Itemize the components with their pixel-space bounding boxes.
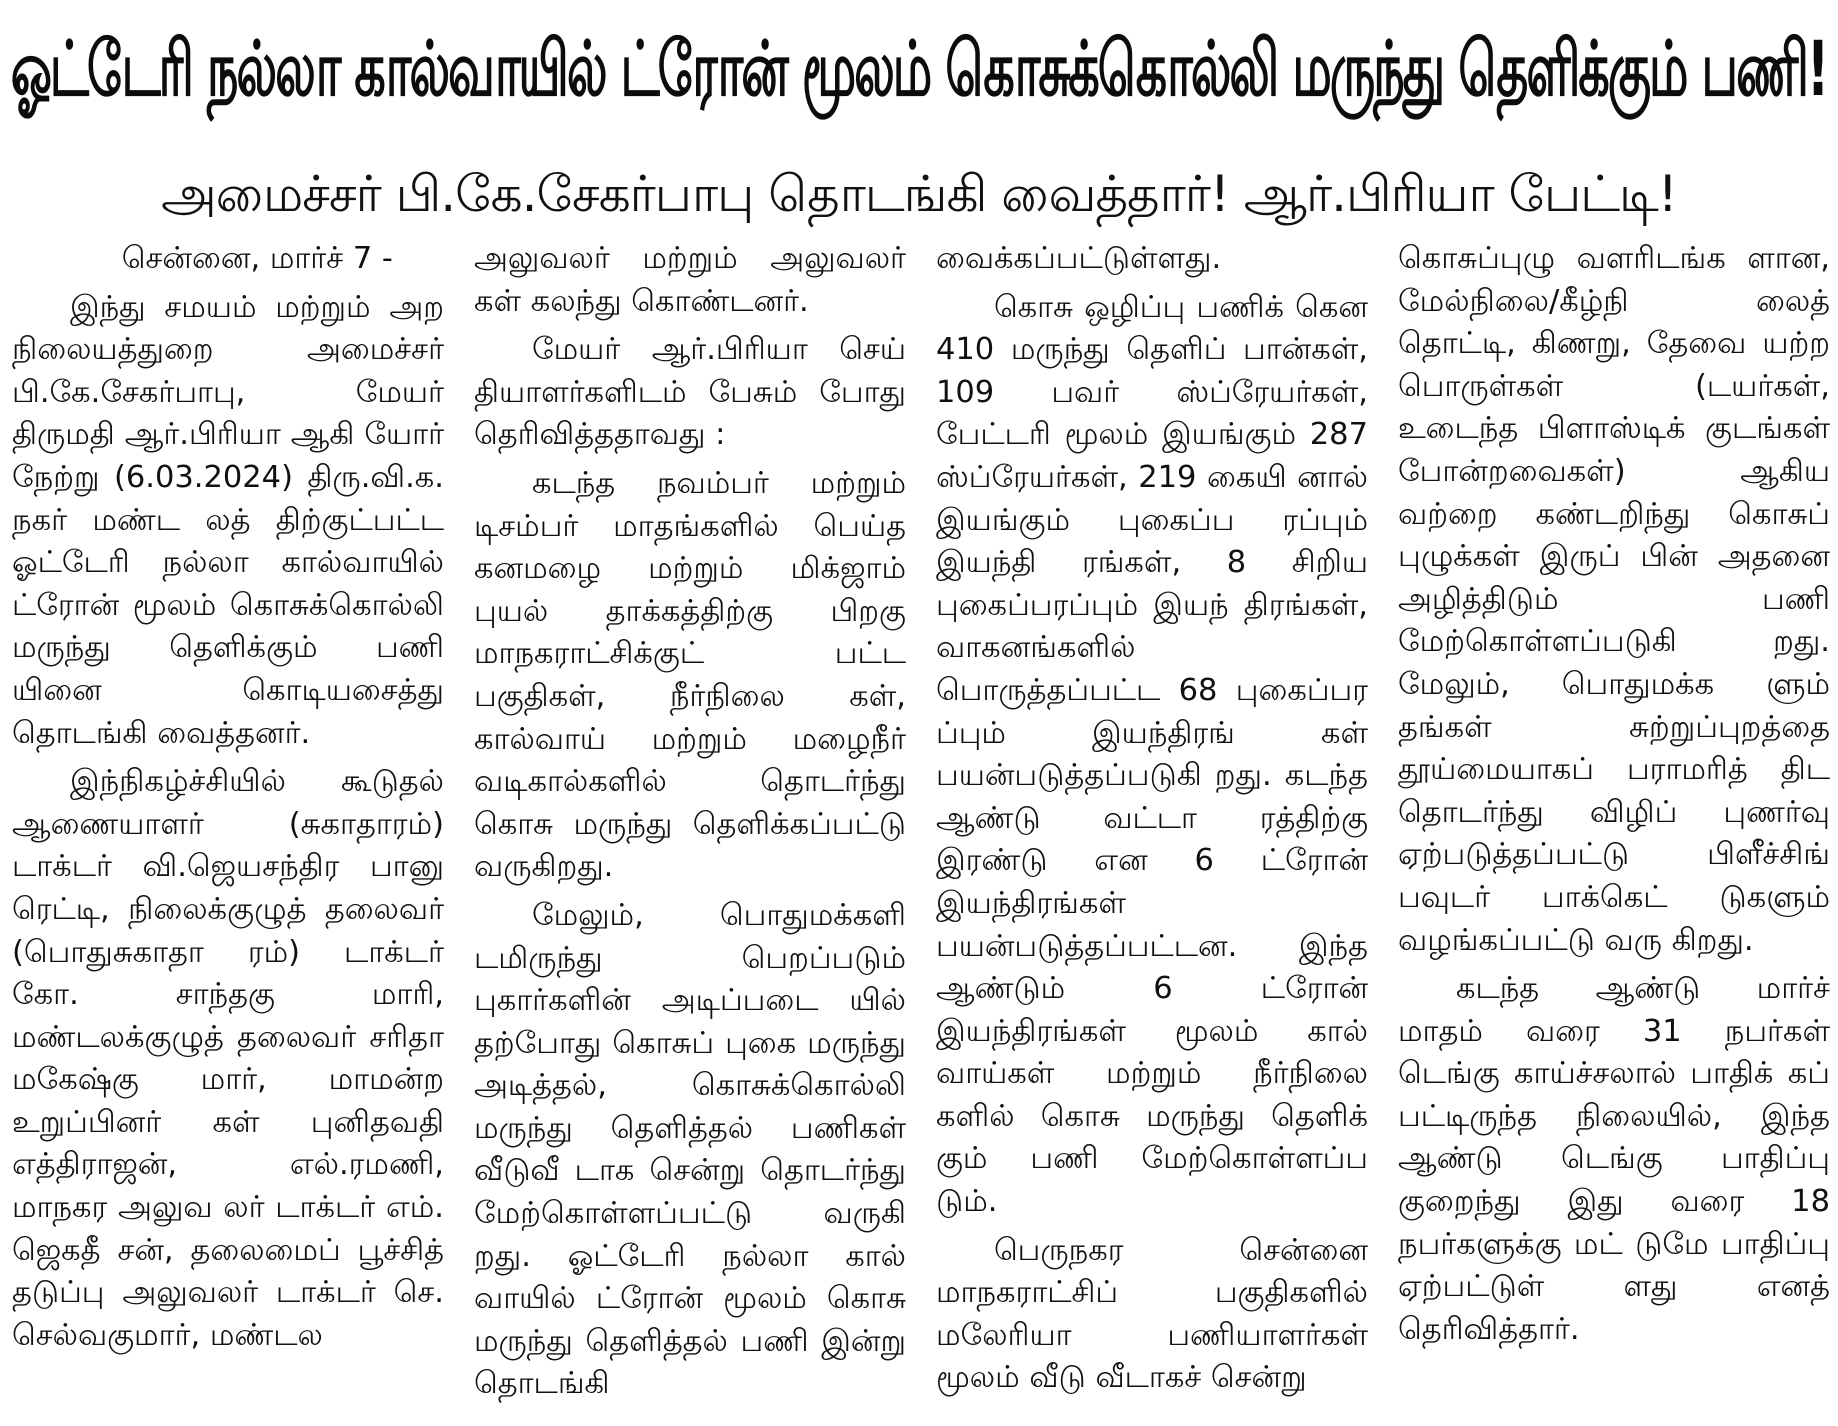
dateline: சென்னை, மார்ச் 7 - <box>121 241 393 276</box>
article-column-3 <box>932 238 1372 1424</box>
article-column-2 <box>470 238 910 1424</box>
paragraph: இந்து சமயம் மற்றும் அற நிலையத்துறை அமைச்சர் பி.கே.சேகர்பாபு, மேயர் திருமதி ஆர்.பிரியா ஆகி யோர் நேற்று (6.03.2024) திரு.வி.க. நகர் மண்ட லத் திற்குட்பட்ட ஓட்டேரி நல்லா கால்வாயில் ட்ரோன் மூலம் கொசுக்கொல்லி மருந்து தெளிக்கும் பணி யினை கொடியசைத்து தொடங்கி வைத்தனர். <box>12 289 444 751</box>
paragraph: மேலும், பொதுமக்களி டமிருந்து பெறப்படும் புகார்களின் அடிப்படை யில் தற்போது கொசுப் புகை மருந்து அடித்தல், கொசுக்கொல்லி மருந்து தெளித்தல் பணிகள் வீடுவீ டாக சென்று தொடர்ந்து மேற்கொள்ளப்பட்டு வருகி றது. ஓட்டேரி நல்லா கால் வாயில் ட்ரோன் மூலம் கொசு மருந்து தெளித்தல் பணி இன்று தொடங்கி <box>474 897 906 1402</box>
paragraph: பெருநகர சென்னை மாநகராட்சிப் பகுதிகளில் மலேரியா பணியாளர்கள் மூலம் வீடு வீடாகச் சென்று <box>936 1232 1368 1396</box>
paragraph: இந்நிகழ்ச்சியில் கூடுதல் ஆணையாளர் (சுகாதாரம்) டாக்டர் வி.ஜெயசந்திர பானு ரெட்டி, நிலைக்குழுத் தலைவர் (பொதுசுகாதா ரம்) டாக்டர் கோ. சாந்தகு மாரி, மண்டலக்குழுத் தலைவர் சரிதா மகேஷ்கு மார், மாமன்ற உறுப்பினர் கள் புனிதவதி எத்திராஜன், எல்.ரமணி, மாநகர அலுவ லர் டாக்டர் எம். ஜெகதீ சன், தலைமைப் பூச்சித் தடுப்பு அலுவலர் டாக்டர் செ. செல்வகுமார், மண்டல <box>12 764 444 1353</box>
paragraph: கொசுப்புழு வளரிடங்க ளான, மேல்நிலை/கீழ்நி லைத் தொட்டி, கிணறு, தேவை யற்ற பொருள்கள் (டயர்கள், உடைந்த பிளாஸ்டிக் குடங்கள் போன்றவைகள்) ஆகிய வற்றை கண்டறிந்து கொசுப் புழுக்கள் இருப் பின் அதனை அழித்திடும் பணி மேற்கொள்ளப்படுகி றது. மேலும், பொதுமக்க ளும் தங்கள் சுற்றுப்புறத்தை தூய்மையாகப் பராமரித் திட தொடர்ந்து விழிப் புணர்வு ஏற்படுத்தப்பட்டு பிளீச்சிங் பவுடர் பாக்கெட் டுகளும் வழங்கப்பட்டு வரு கிறது. <box>1398 241 1830 958</box>
headline: ஓட்டேரி நல்லா கால்வாயில் ட்ரோன் மூலம் கொசுக்கொல்லி மருந்து தெளிக்கும் பணி! <box>10 25 1828 114</box>
subheadline: அமைச்சர் பி.கே.சேகர்பாபு தொடங்கி வைத்தார்! ஆர்.பிரியா பேட்டி! <box>161 164 1677 223</box>
paragraph: கடந்த நவம்பர் மற்றும் டிசம்பர் மாதங்களில் பெய்த கனமழை மற்றும் மிக்ஜாம் புயல் தாக்கத்திற்கு பிறகு மாநகராட்சிக்குட் பட்ட பகுதிகள், நீர்நிலை கள், கால்வாய் மற்றும் மழைநீர் வடிகால்களில் தொடர்ந்து கொசு மருந்து தெளிக்கப்பட்டு வருகிறது. <box>474 465 906 885</box>
article-column-1 <box>8 238 448 1424</box>
paragraph: கடந்த ஆண்டு மார்ச் மாதம் வரை 31 நபர்கள் டெங்கு காய்ச்சலால் பாதிக் கப் பட்டிருந்த நிலையில், இந்த ஆண்டு டெங்கு பாதிப்பு குறைந்து இது வரை 18 நபர்களுக்கு மட் டுமே பாதிப்பு ஏற்பட்டுள் ளது எனத் தெரிவித்தார். <box>1398 971 1830 1347</box>
paragraph: கொசு ஒழிப்பு பணிக் கென 410 மருந்து தெளிப் பான்கள், 109 பவர் ஸ்ப்ரேயர்கள், பேட்டரி மூலம் இயங்கும் 287 ஸ்ப்ரேயர்கள், 219 கையி னால் இயங்கும் புகைப்ப ரப்பும் இயந்தி ரங்கள், 8 சிறிய புகைப்பரப்பும் இயந் திரங்கள், வாகனங்களில் பொருத்தப்பட்ட 68 புகைப்பர ப்பும் இயந்திரங் கள் பயன்படுத்தப்படுகி றது. கடந்த ஆண்டு வட்டா ரத்திற்கு இரண்டு என 6 ட்ரோன் இயந்திரங்கள் பயன்படுத்தப்பட்டன. இந்த ஆண்டும் 6 ட்ரோன் இயந்திரங்கள் மூலம் கால் வாய்கள் மற்றும் நீர்நிலை களில் கொசு மருந்து தெளிக் கும் பணி மேற்கொள்ளப்ப டும். <box>936 289 1368 1220</box>
article-column-4 <box>1394 238 1834 1424</box>
paragraph: மேயர் ஆர்.பிரியா செய் தியாளர்களிடம் பேசும் போது தெரிவித்ததாவது : <box>474 332 906 453</box>
paragraph: வைக்கப்பட்டுள்ளது. <box>936 241 1222 276</box>
paragraph: அலுவலர் மற்றும் அலுவலர் கள் கலந்து கொண்டனர். <box>474 241 906 319</box>
article-body <box>8 238 1834 1424</box>
